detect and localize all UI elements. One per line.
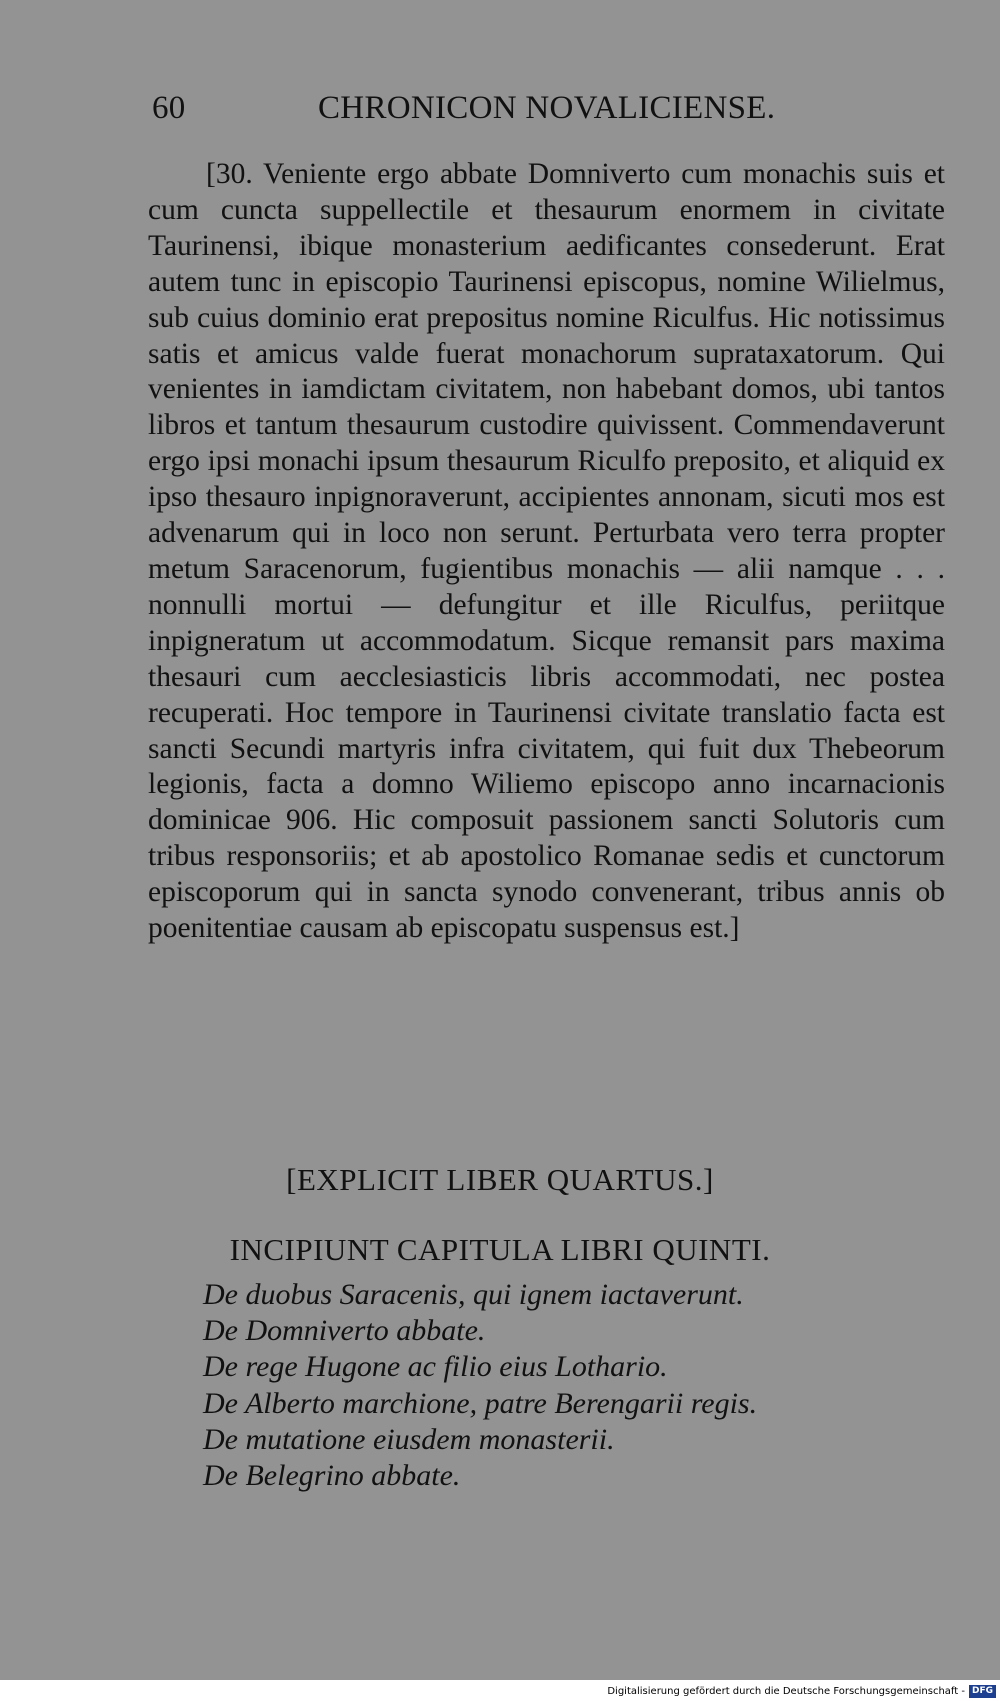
digitization-footer (607, 1684, 996, 1699)
body-paragraph: [30. Veniente ergo abbate Domniverto cum monachis suis et cum cuncta suppellectile et thesaurum enormem in civitate Taurinensi, ibique monasterium aedificantes consederunt. Erat autem tunc in episcopio Taurinensi episcopus, nomine Wilielmus, sub cuius dominio erat prepositus nomine Riculfus. Hic notissimus satis et amicus valde fuerat monachorum suprataxatorum. Qui venientes in iamdictam civitatem, non habebant domos, ubi tantos libros et tantum thesaurum custodire quivissent. Commendaverunt ergo ipsi monachi ipsum thesaurum Riculfo preposito, et aliquid ex ipso thesauro inpignoraverunt, accipientes annonam, sicuti mos est advenarum qui in loco non serunt. Perturbata vero terra propter metum Saracenorum, fugientibus monachis — alii namque . . . nonnulli mortui — defungitur et ille Riculfus, periitque inpigneratum ut accommodatum. Sicque remansit pars maxima thesauri cum aecclesiasticis libris accommodati, nec postea recuperati. Hoc tempore in Taurinensi civitate translatio facta est sancti Secundi martyris infra civitatem, qui fuit dux Thebeorum legionis, facta a domno Wiliemo episcopo anno incarnacionis dominicae 906. Hic composuit passionem sancti Solutoris cum tribus responsoriis; et ab apostolico Romanae sedis et cunctorum episcoporum qui in sancta synodo convenerant, tribus annis ob poenitentiae causam ab episcopatu suspensus est.] (148, 158, 945, 945)
footer-credit: Digitalisierung gefördert durch die Deutsche Forschungsgemeinschaft - (607, 1686, 965, 1697)
chapter-item: De Alberto marchione, patre Berengarii regis. (203, 1386, 758, 1420)
running-head-title: CHRONICON NOVALICIENSE. (318, 90, 776, 126)
chapter-item: De duobus Saracenis, qui ignem iactaverunt. (203, 1278, 744, 1311)
page-number: 60 (152, 90, 186, 126)
dfg-logo: DFG (969, 1685, 996, 1698)
chapter-item: De mutatione eiusdem monasterii. (203, 1422, 615, 1456)
explicit-line: [EXPLICIT LIBER QUARTUS.] (286, 1162, 714, 1197)
chapters-heading: INCIPIUNT CAPITULA LIBRI QUINTI. (229, 1232, 771, 1267)
chapter-list (203, 1277, 757, 1494)
chapter-item: De Domniverto abbate. (203, 1314, 486, 1348)
chapter-item: De rege Hugone ac filio eius Lothario. (203, 1350, 668, 1384)
running-head (0, 86, 1000, 130)
chapter-item: De Belegrino abbate. (203, 1459, 461, 1493)
